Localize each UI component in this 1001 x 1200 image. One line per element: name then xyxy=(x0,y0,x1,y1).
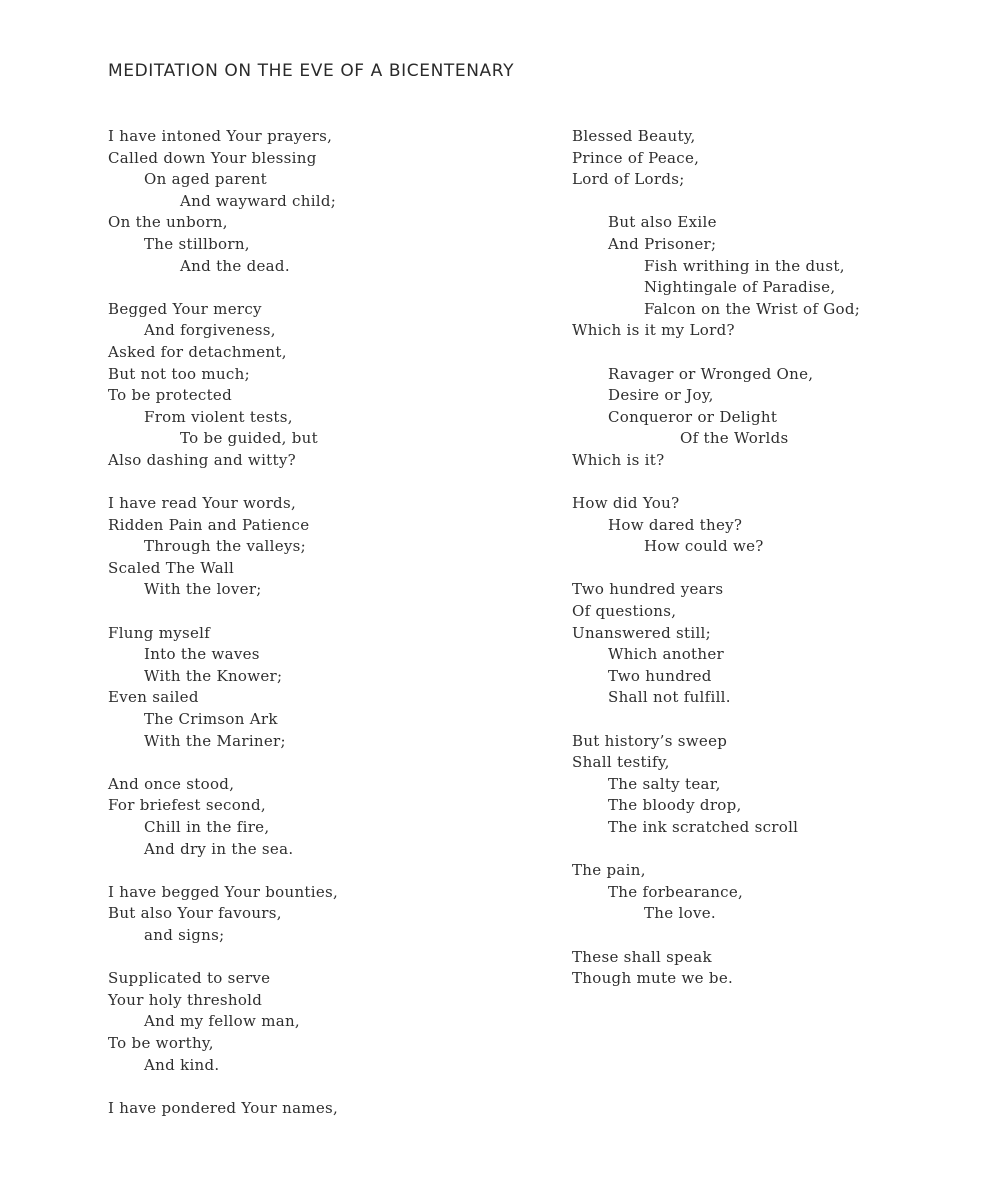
poem-line: Flung myself xyxy=(108,623,211,642)
poem-line: Two hundred years xyxy=(572,580,724,599)
poem-line: But not too much; xyxy=(108,364,250,383)
poem-line: But history’s sweep xyxy=(572,731,728,750)
poem-line: And once stood, xyxy=(108,774,235,793)
poem-line: Through the valleys; xyxy=(144,537,307,556)
poem-line: The love. xyxy=(644,904,716,923)
poem-line: And forgiveness, xyxy=(144,321,276,340)
poem-line: The salty tear, xyxy=(608,774,721,793)
poem-line: How dared they? xyxy=(608,515,743,534)
poem-column-left xyxy=(108,126,528,1119)
stanza-break xyxy=(572,839,982,861)
poem-line: Into the waves xyxy=(144,645,260,664)
poem-line: Lord of Lords; xyxy=(572,170,685,189)
poem-line: Conqueror or Delight xyxy=(608,407,778,426)
poem-line: But also Your favours, xyxy=(108,904,282,923)
poem-line: Which another xyxy=(608,645,724,664)
poem-line: The Crimson Ark xyxy=(144,710,278,729)
poem-line: I have begged Your bounties, xyxy=(108,882,339,901)
poem-line: And wayward child; xyxy=(180,191,337,210)
poem-line: Desire or Joy, xyxy=(608,386,714,405)
poem-line: Scaled The Wall xyxy=(108,558,235,577)
poem-line: Though mute we be. xyxy=(572,969,734,988)
poem-line: On aged parent xyxy=(144,170,267,189)
poem-line: Ravager or Wronged One, xyxy=(608,364,814,383)
poem-line: And kind. xyxy=(144,1055,220,1074)
poem-line: Your holy threshold xyxy=(108,990,263,1009)
stanza-break xyxy=(108,860,528,882)
poem-line: Called down Your blessing xyxy=(108,148,317,167)
poem-line: The bloody drop, xyxy=(608,796,742,815)
poem-line: Two hundred xyxy=(608,666,712,685)
poem-line: I have read Your words, xyxy=(108,494,297,513)
poem-line: For briefest second, xyxy=(108,796,266,815)
poem-line: These shall speak xyxy=(572,947,712,966)
poem-line: The stillborn, xyxy=(144,234,250,253)
poem-line: The pain, xyxy=(572,861,646,880)
poem-column-right xyxy=(572,126,982,990)
stanza-break xyxy=(572,191,982,213)
poem-line: And Prisoner; xyxy=(608,234,717,253)
poem-line: Shall testify, xyxy=(572,753,670,772)
poem-line: Unanswered still; xyxy=(572,623,712,642)
poem-line: Blessed Beauty, xyxy=(572,127,696,145)
stanza-break xyxy=(572,342,982,364)
poem-line: Prince of Peace, xyxy=(572,148,700,167)
poem-line: Asked for detachment, xyxy=(108,342,287,361)
poem-line: How did You? xyxy=(572,494,680,513)
stanza-break xyxy=(108,1076,528,1098)
poem-line: And my fellow man, xyxy=(144,1012,300,1031)
poem-line: Which is it my Lord? xyxy=(572,321,735,340)
poem-line: Even sailed xyxy=(108,688,199,707)
poem-line: Ridden Pain and Patience xyxy=(108,515,310,534)
stanza-break xyxy=(572,558,982,580)
poem-line: Fish writhing in the dust, xyxy=(644,256,845,275)
stanza-break xyxy=(108,752,528,774)
poem-line: The forbearance, xyxy=(608,882,744,901)
poem-line: To be worthy, xyxy=(108,1033,214,1052)
poem-line: Of questions, xyxy=(572,602,677,621)
poem-line: I have pondered Your names, xyxy=(108,1098,339,1117)
poem-line: Nightingale of Paradise, xyxy=(644,278,836,297)
poem-line: And dry in the sea. xyxy=(144,839,294,858)
poem-line: Of the Worlds xyxy=(680,429,789,448)
poem-line: Also dashing and witty? xyxy=(108,450,296,469)
poem-line: To be guided, but xyxy=(180,429,318,448)
stanza-break xyxy=(572,472,982,494)
poem-line: Supplicated to serve xyxy=(108,969,271,988)
poem-line: With the lover; xyxy=(144,580,262,599)
poem-line: With the Knower; xyxy=(144,666,283,685)
stanza-break xyxy=(572,709,982,731)
stanza-break xyxy=(108,601,528,623)
poem-line: I have intoned Your prayers, xyxy=(108,127,333,145)
stanza-break xyxy=(108,472,528,494)
stanza-break xyxy=(572,925,982,947)
poem-line: With the Mariner; xyxy=(144,731,286,750)
poem-title: MEDITATION ON THE EVE OF A BICENTENARY xyxy=(108,61,515,81)
stanza-break xyxy=(108,947,528,969)
poem-line: On the unborn, xyxy=(108,213,228,232)
stanza-break xyxy=(108,277,528,299)
poem-line: But also Exile xyxy=(608,213,717,232)
poem-line: To be protected xyxy=(108,386,233,405)
poem-line: Begged Your mercy xyxy=(108,299,262,318)
poem-line: Shall not fulfill. xyxy=(608,688,731,707)
poem-line: Falcon on the Wrist of God; xyxy=(644,299,861,318)
poem-line: Which is it? xyxy=(572,450,665,469)
poem-line: Chill in the fire, xyxy=(144,818,270,836)
poem-line: and signs; xyxy=(144,925,225,944)
poem-line: From violent tests, xyxy=(144,407,293,426)
poem-line: And the dead. xyxy=(180,256,290,275)
poem-line: The ink scratched scroll xyxy=(608,818,799,836)
poem-line: How could we? xyxy=(644,537,764,556)
